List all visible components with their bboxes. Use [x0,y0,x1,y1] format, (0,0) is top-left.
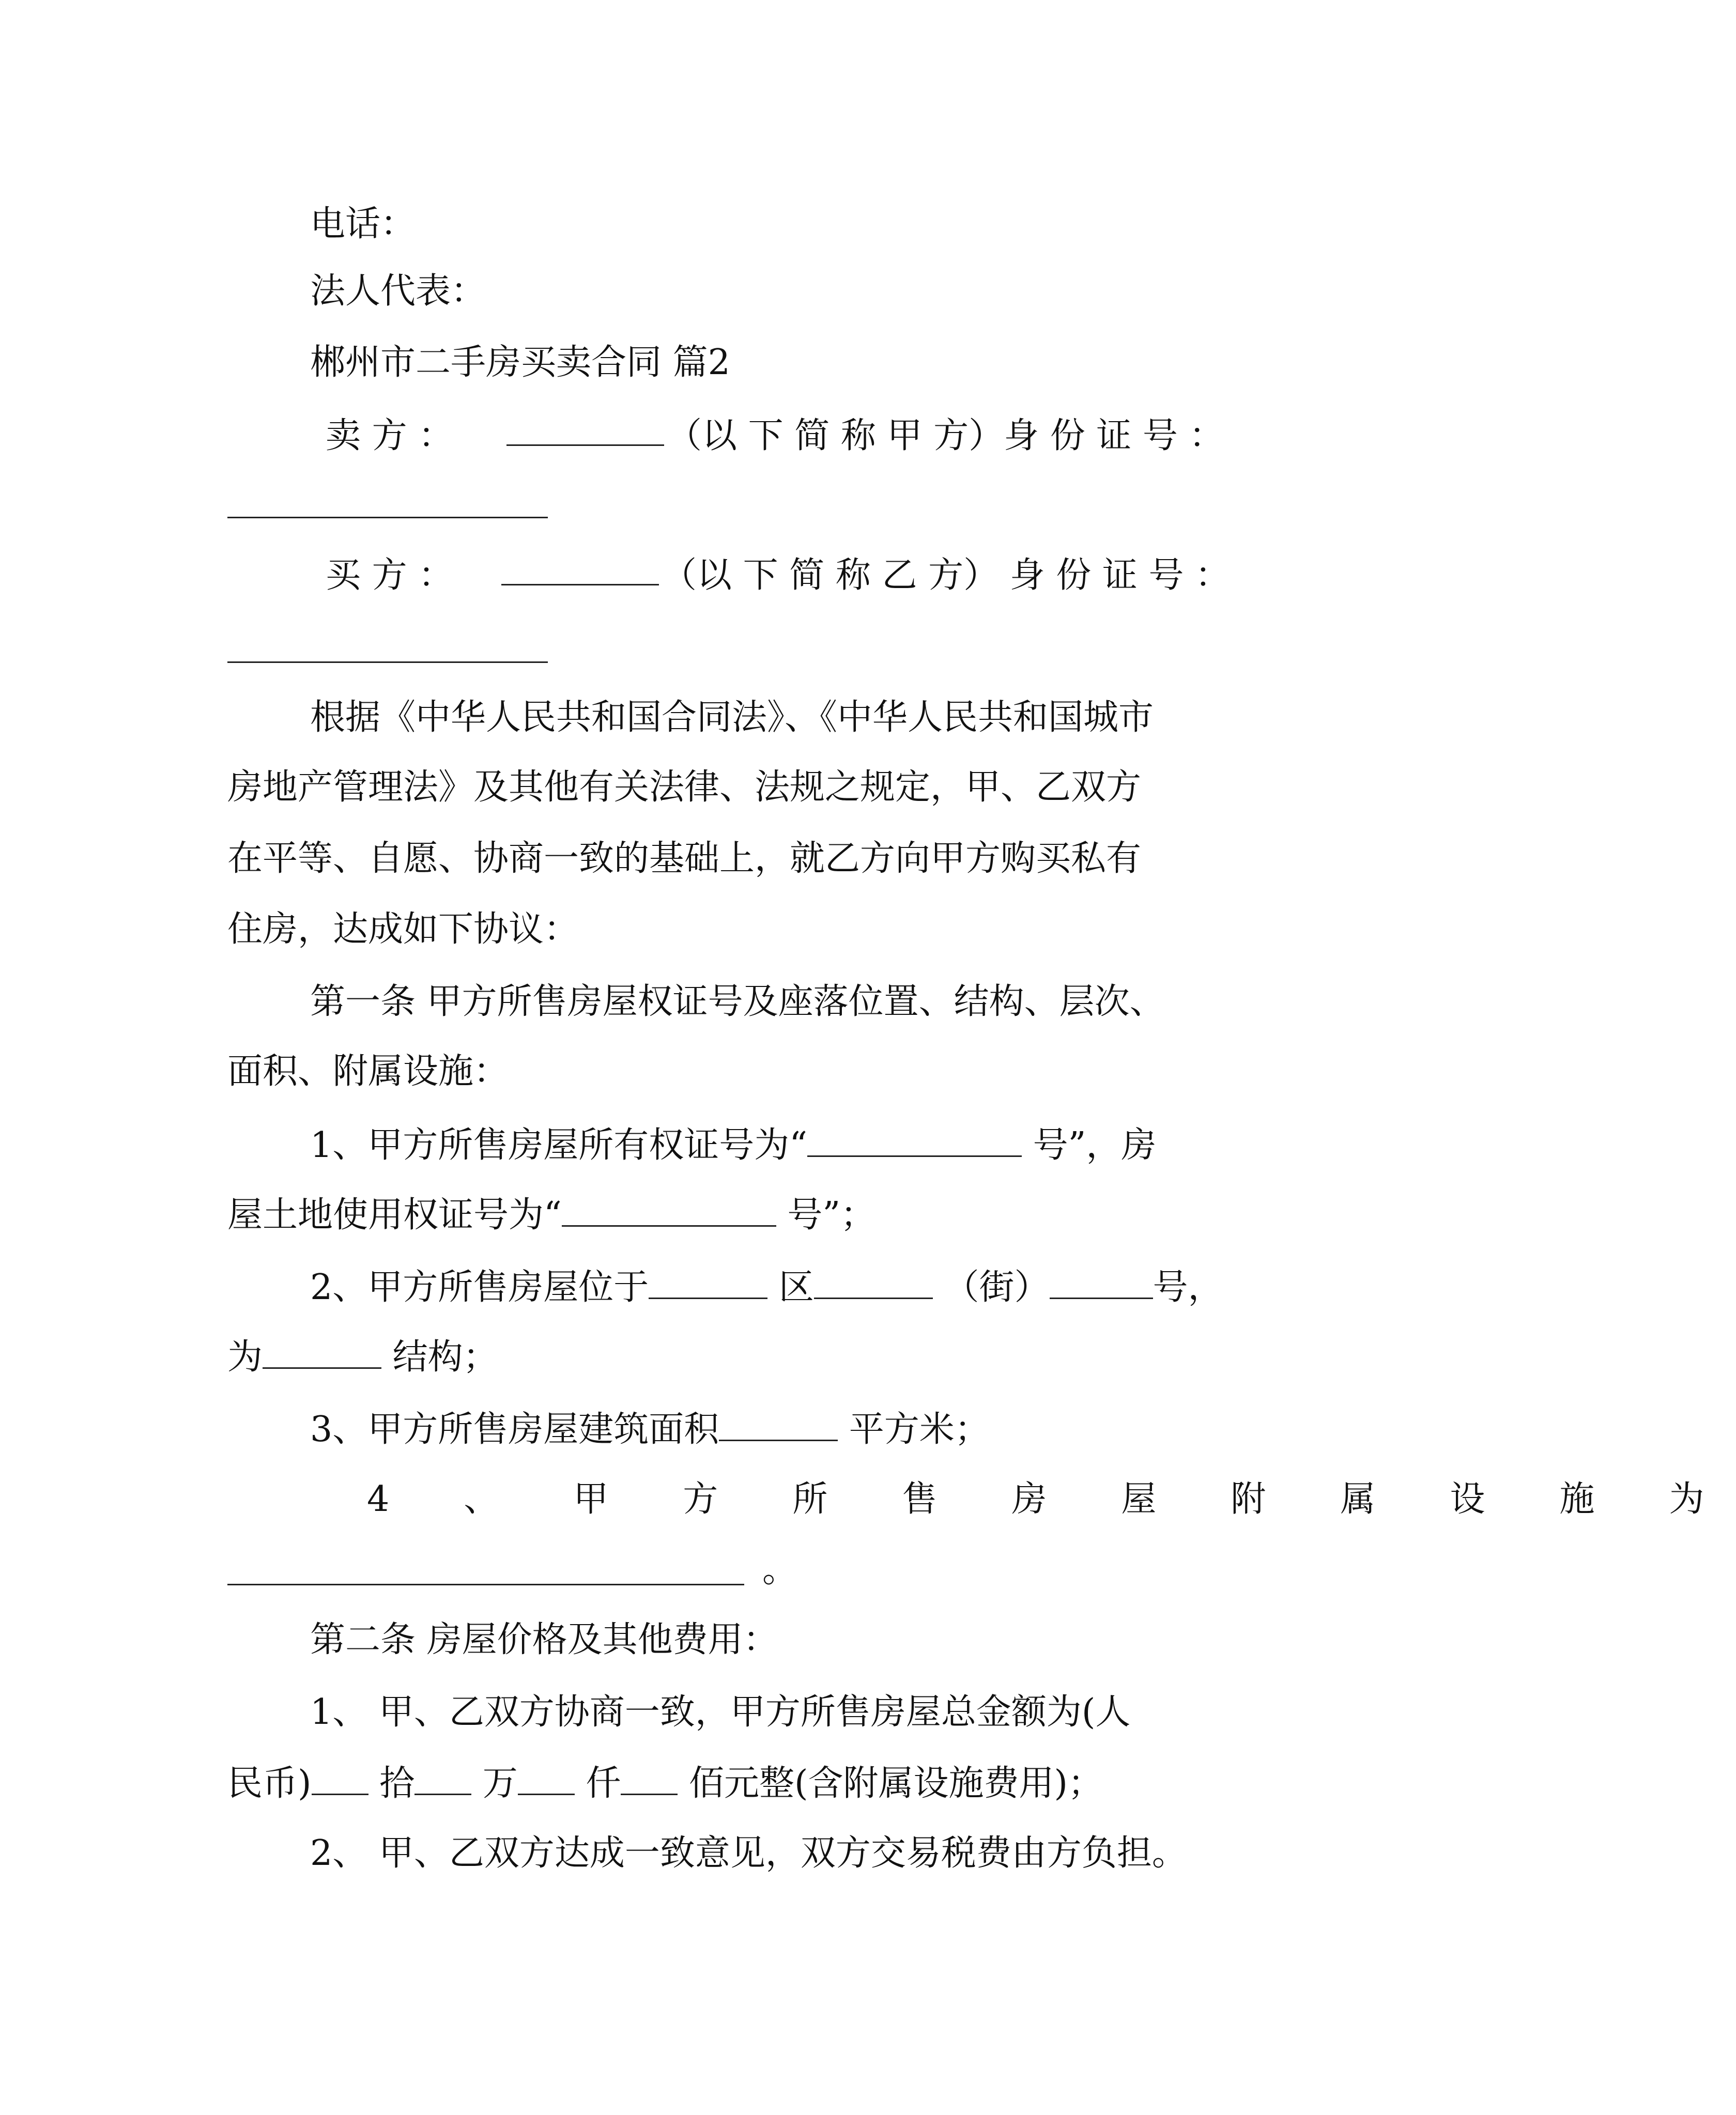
price-text-b: 民币) [227,1763,312,1804]
hundred-blank [621,1765,678,1795]
ten-thousand-blank [414,1765,471,1795]
article-2-heading: 第二条 房屋价格及其他费用： [310,1619,778,1660]
thousand-blank [518,1765,575,1795]
section-heading: 郴州市二手房买卖合同 篇2 [310,342,730,383]
buyer-label: 买 方 ： [326,555,454,596]
intro-line-2: 房地产管理法》及其他有关法律、法规之规定，甲、乙双方 [227,767,1142,808]
item-2-line-1 [310,1267,1223,1308]
item-2-text-e: 为 [227,1337,263,1378]
structure-blank [263,1338,381,1369]
price-text-e: 仟 [574,1763,621,1804]
price-text-c: 拾 [368,1763,415,1804]
price-line-2 [227,1763,1103,1804]
intro-line-4: 住房，达成如下协议： [227,909,579,950]
number-blank [1050,1269,1153,1299]
buyer-id-blank [227,661,548,663]
article-1-line-2: 面积、附属设施： [227,1051,509,1092]
item-1-text-d: 号”； [776,1195,876,1236]
item-3-text-a: 3、甲方所售房屋建筑面积 [310,1409,719,1450]
item-3-text-b: 平方米； [838,1409,990,1450]
item-1-line-1 [310,1125,1157,1166]
item-1-text-c: 屋土地使用权证号为“ [227,1195,562,1236]
article-1-line-1: 第一条 甲方所售房屋权证号及座落位置、结构、层次、 [310,981,1165,1022]
intro-line-1: 根据《中华人民共和国合同法》、《中华人民共和国城市 [310,697,1154,738]
street-blank [814,1269,933,1299]
item-4-line-1: 4 、 甲 方 所 售 房 屋 附 属 设 施 为 [367,1479,1736,1520]
seller-name-blank [506,444,664,446]
tax-line: 2、 甲、乙双方达成一致意见，双方交易税费由方负担。 [310,1833,1187,1874]
land-cert-blank [562,1196,776,1227]
seller-label: 卖 方 ： [326,415,454,456]
price-text-f: 佰元整(含附属设施费用)； [678,1763,1103,1804]
intro-line-3: 在平等、自愿、协商一致的基础上，就乙方向甲方购买私有 [227,838,1142,879]
ownership-cert-blank [807,1126,1022,1157]
item-1-text-a: 1、甲方所售房屋所有权证号为“ [310,1125,808,1166]
legal-rep-line: 法人代表： [310,271,486,312]
item-4-end: 。 [762,1550,798,1591]
district-blank [649,1269,767,1299]
price-text-d: 万 [471,1763,518,1804]
facilities-blank [227,1584,744,1585]
item-2-text-d: 号， [1153,1267,1223,1308]
item-1-text-b: 号”，房 [1022,1125,1157,1166]
item-2-text-c: （街） [932,1267,1050,1308]
area-blank [719,1411,838,1441]
phone-line: 电话： [310,204,416,244]
seller-id-text: （以 下 简 称 甲 方）身 份 证 号 ： [667,415,1224,456]
seller-id-blank [227,517,548,518]
item-2-line-2 [227,1337,498,1378]
buyer-name-blank [501,584,659,585]
item-1-line-2 [227,1195,876,1236]
item-2-text-f: 结构； [381,1337,498,1378]
item-2-text-b: 区 [767,1267,814,1308]
item-3-line [310,1409,990,1450]
buyer-id-text: （以 下 简 称 乙 方） 身 份 证 号 ： [662,555,1231,596]
hundred-thousand-blank [312,1765,368,1795]
item-2-text-a: 2、甲方所售房屋位于 [310,1267,649,1308]
price-line-1: 1、 甲、乙双方协商一致，甲方所售房屋总金额为(人 [310,1692,1131,1733]
